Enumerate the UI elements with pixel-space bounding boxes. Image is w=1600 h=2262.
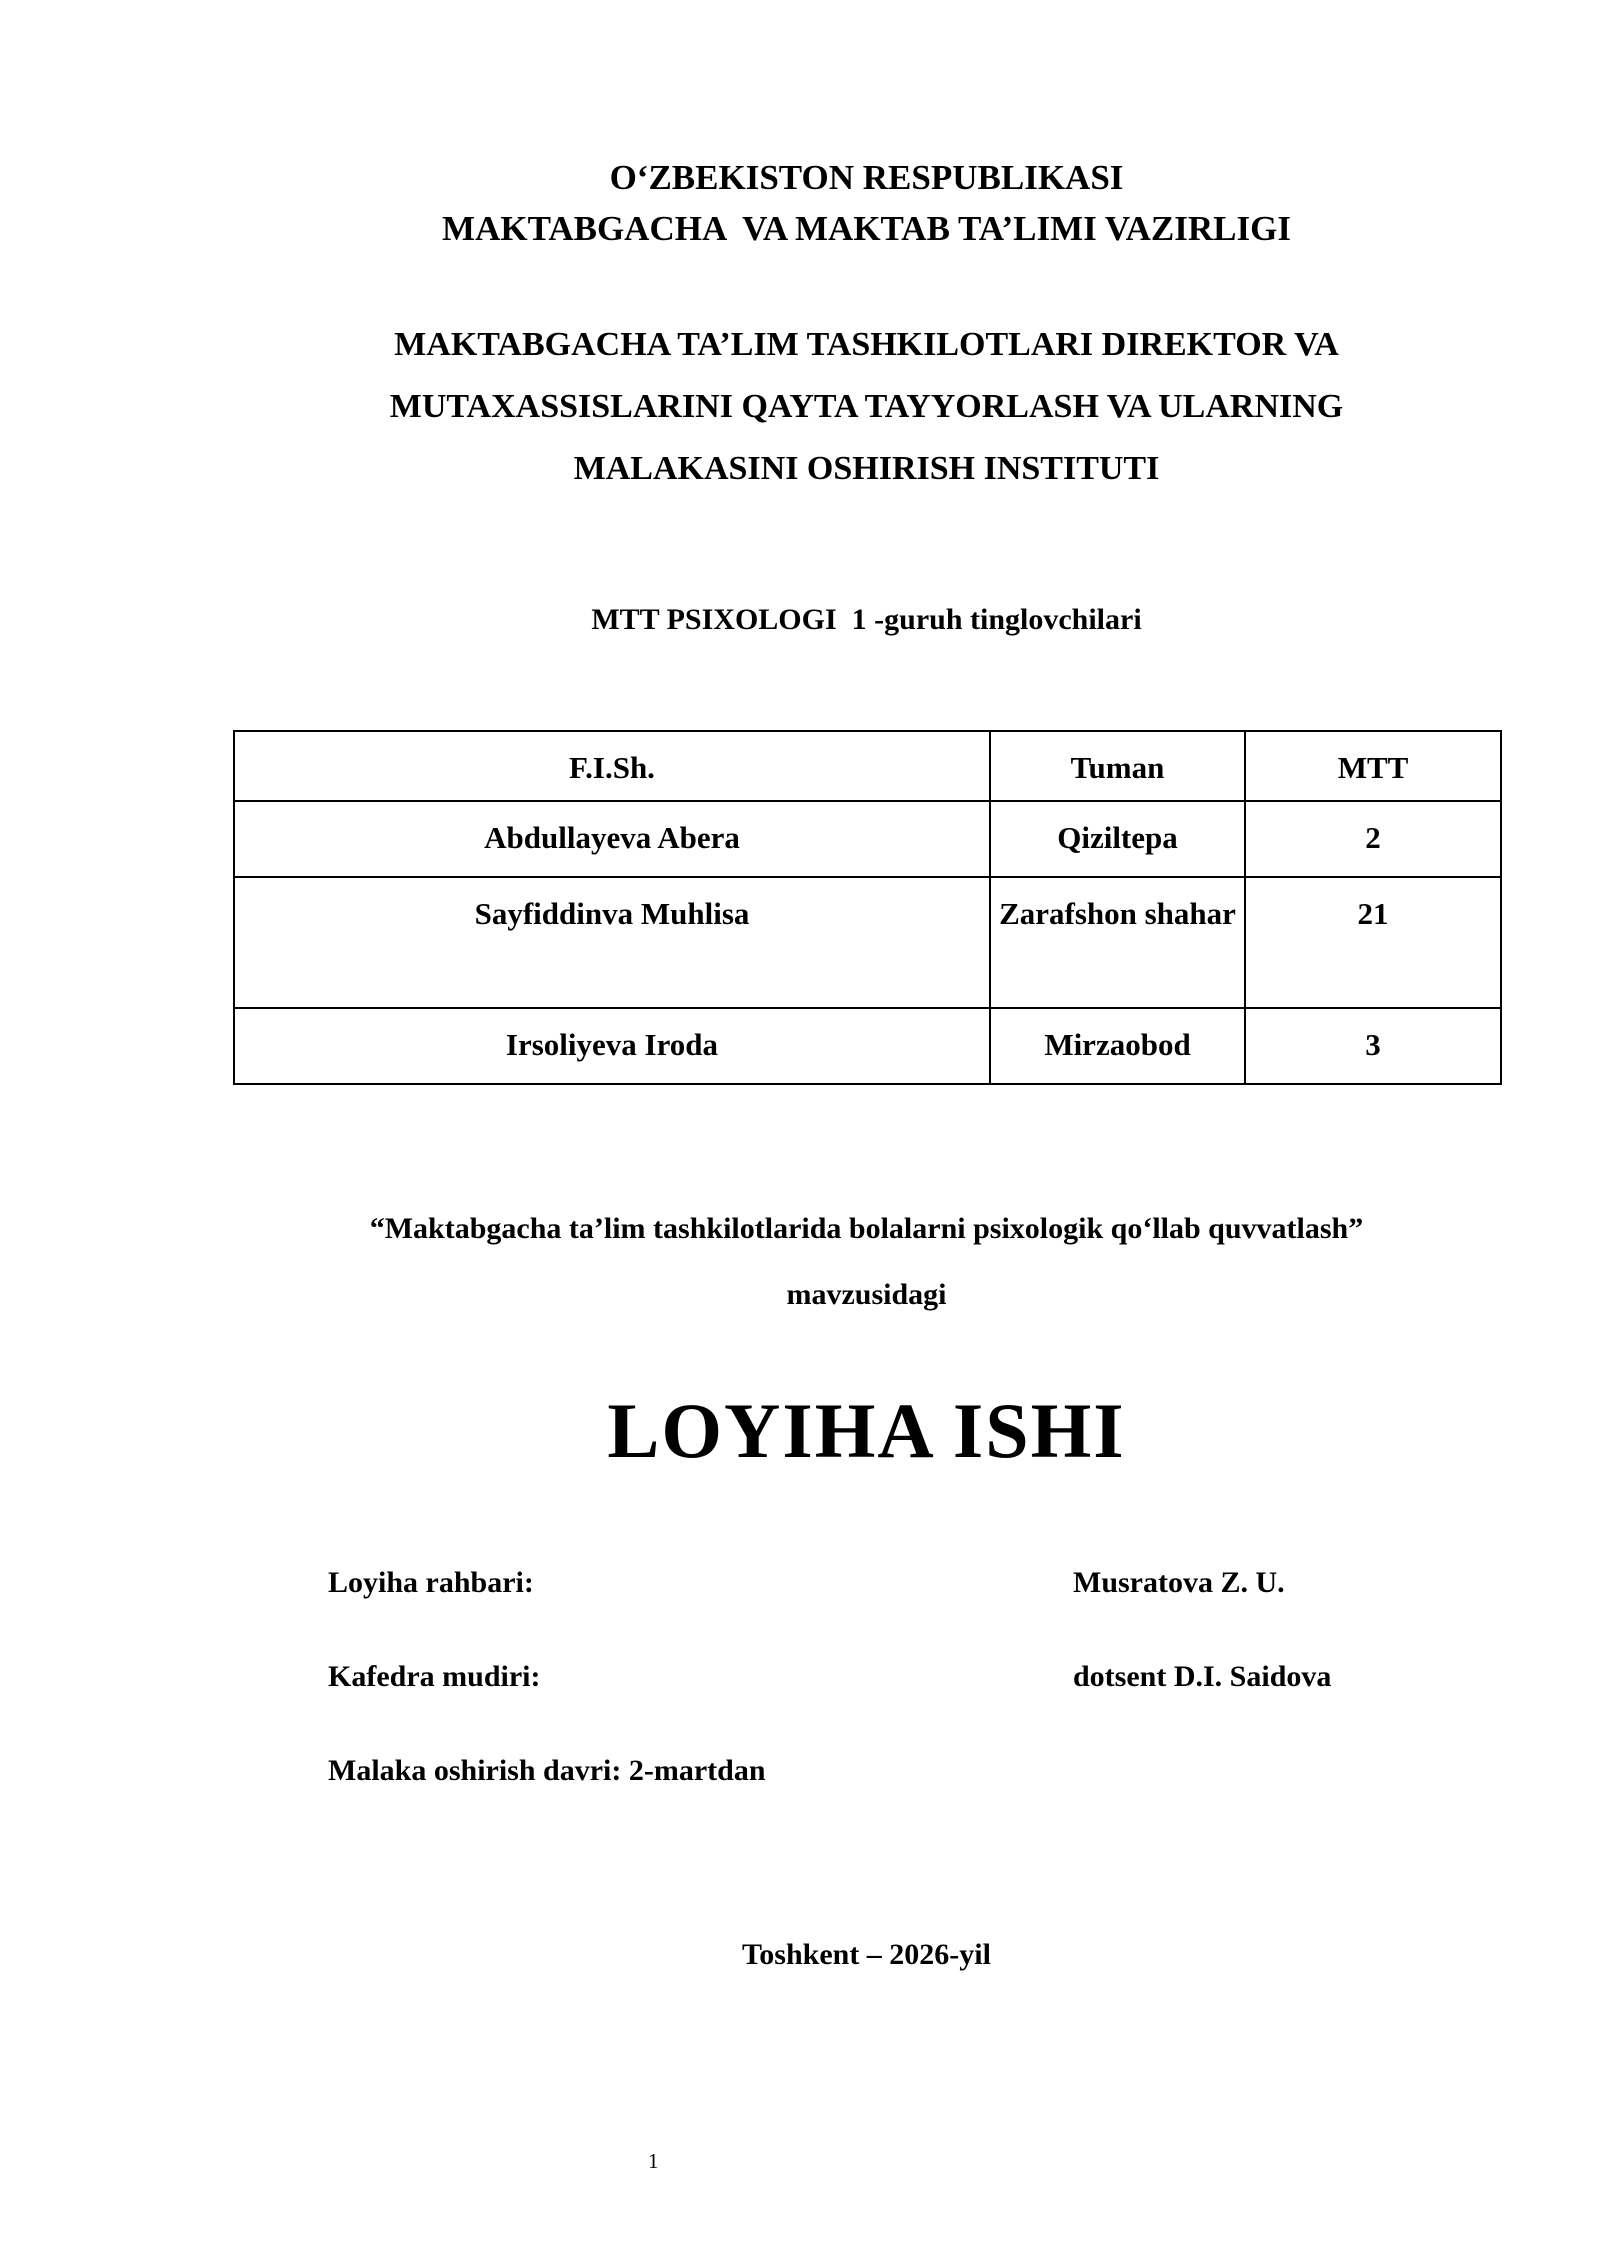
cell-tuman: Zarafshon shahar	[990, 877, 1245, 1008]
cell-name: Abdullayeva Abera	[234, 801, 990, 877]
table-header-fish: F.I.Sh.	[234, 731, 990, 801]
institute-line-1: MAKTABGACHA TA’LIM TASHKILOTLARI DIREKTOR VA	[394, 326, 1339, 363]
detail-label: Kafedra mudiri:	[328, 1660, 541, 1693]
group-subtitle: MTT PSIXOLOGI 1 -guruh tinglovchilari	[591, 603, 1142, 636]
table-row	[234, 1008, 1501, 1084]
main-title: LOYIHA ISHI	[607, 1387, 1126, 1474]
topic-quote: “Maktabgacha ta’lim tashkilotlarida bolalarni psixologik qo‘llab quvvatlash”	[369, 1212, 1364, 1245]
ministry-line-1: O‘ZBEKISTON RESPUBLIKASI	[609, 158, 1124, 197]
detail-value	[1073, 1753, 1500, 1789]
cell-name: Sayfiddinva Muhlisa	[234, 877, 990, 1008]
institute-line-2: MUTAXASSISLARINI QAYTA TAYYORLASH VA ULARNING	[389, 388, 1344, 425]
cell-tuman: Qiziltepa	[990, 801, 1245, 877]
table-row	[234, 877, 1501, 1008]
table-row	[234, 801, 1501, 877]
detail-value: dotsent D.I. Saidova	[1073, 1660, 1332, 1693]
cell-mtt: 3	[1245, 1008, 1501, 1084]
cell-name: Irsoliyeva Iroda	[234, 1008, 990, 1084]
city-year-line: Toshkent – 2026-yil	[742, 1938, 991, 1971]
participants-table	[233, 730, 1502, 1085]
detail-row-training-period	[328, 1753, 1500, 1789]
ministry-line-2: MAKTABGACHA VA MAKTAB TA’LIMI VAZIRLIGI	[442, 209, 1291, 248]
cell-mtt: 21	[1245, 877, 1501, 1008]
institute-header	[233, 314, 1500, 500]
detail-value: Musratova Z. U.	[1073, 1566, 1285, 1599]
details-section	[233, 1565, 1500, 1789]
table-header-row	[234, 731, 1501, 801]
detail-label: Malaka oshirish davri: 2-martdan	[328, 1754, 766, 1787]
detail-row-supervisor	[328, 1565, 1500, 1601]
detail-label: Loyiha rahbari:	[328, 1566, 534, 1599]
cell-tuman: Mirzaobod	[990, 1008, 1245, 1084]
detail-row-department-head	[328, 1659, 1500, 1695]
table-header-tuman: Tuman	[990, 731, 1245, 801]
ministry-header	[233, 0, 1500, 254]
institute-line-3: MALAKASINI OSHIRISH INSTITUTI	[573, 450, 1160, 487]
document-content	[233, 0, 1500, 1975]
topic-suffix: mavzusidagi	[786, 1278, 947, 1311]
table-header-mtt: MTT	[1245, 731, 1501, 801]
page-number: 1	[648, 2149, 659, 2173]
cell-mtt: 2	[1245, 801, 1501, 877]
